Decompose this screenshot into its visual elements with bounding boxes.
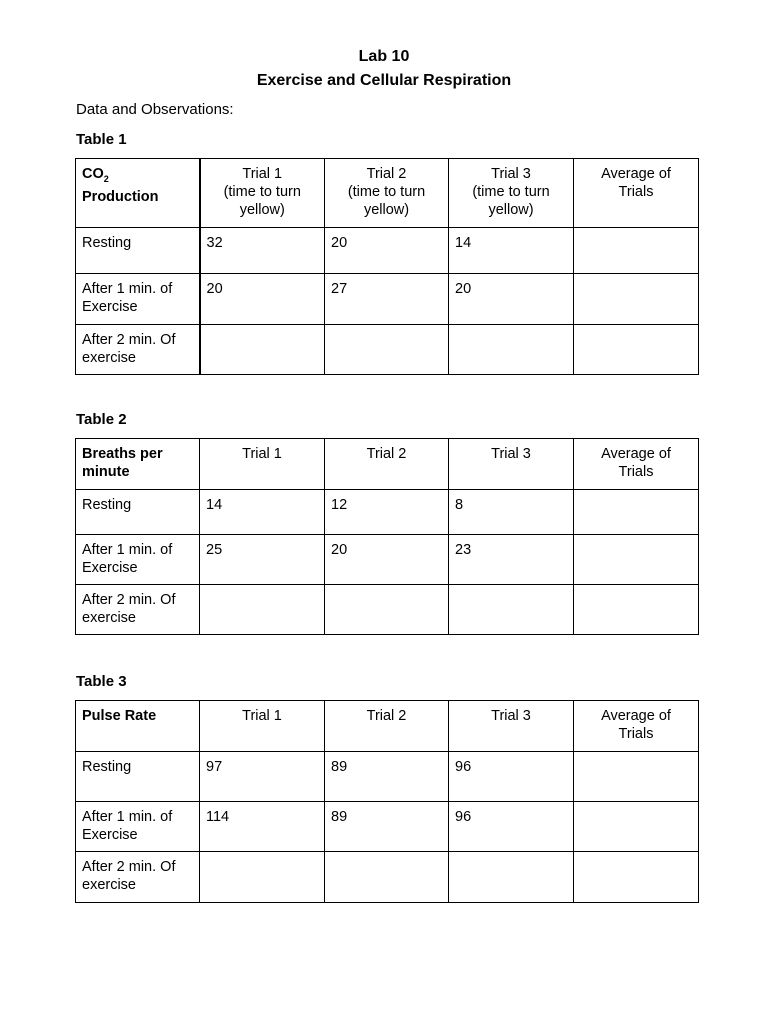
table-cell: 96 <box>449 802 574 852</box>
table2-header-cell: Average of Trials <box>574 439 699 490</box>
table-cell <box>449 852 574 903</box>
row-label: After 1 min. of Exercise <box>76 535 200 585</box>
table3-header-row <box>76 701 699 752</box>
table-cell <box>325 852 449 903</box>
table-cell: 14 <box>449 228 574 274</box>
section-intro: Data and Observations: <box>76 101 234 118</box>
row-label: Resting <box>76 752 200 802</box>
table-cell <box>574 802 699 852</box>
table1-header-cell: Trial 3 (time to turn yellow) <box>449 159 574 228</box>
table-cell: 20 <box>449 274 574 325</box>
row-label: After 2 min. Of exercise <box>76 585 200 635</box>
document-title: Lab 10 <box>358 48 410 65</box>
document-subtitle: Exercise and Cellular Respiration <box>256 72 512 89</box>
row-label: After 1 min. of Exercise <box>76 274 200 325</box>
table1-header-cell: Trial 1 (time to turn yellow) <box>200 159 325 228</box>
table-cell <box>574 585 699 635</box>
table3-header-cell: Trial 2 <box>325 701 449 752</box>
table-cell: 8 <box>449 490 574 535</box>
table-cell <box>325 585 449 635</box>
table-cell: 20 <box>325 228 449 274</box>
row-label: Resting <box>76 490 200 535</box>
table-cell <box>200 325 325 375</box>
table2-header-row <box>76 439 699 490</box>
table-cell <box>574 274 699 325</box>
table-row <box>76 752 699 802</box>
table2-header-cell: Trial 2 <box>325 439 449 490</box>
table-cell <box>574 752 699 802</box>
table-cell <box>200 852 325 903</box>
table-cell: 96 <box>449 752 574 802</box>
table-cell <box>574 228 699 274</box>
table-cell: 20 <box>200 274 325 325</box>
table-cell <box>574 535 699 585</box>
table-cell: 114 <box>200 802 325 852</box>
table1-header-row <box>76 159 699 228</box>
table-cell: 89 <box>325 802 449 852</box>
table-cell <box>574 325 699 375</box>
table1-label: Table 1 <box>76 131 127 148</box>
table-cell: 97 <box>200 752 325 802</box>
table2-header-cell: Breaths per minute <box>76 439 200 490</box>
table-cell <box>449 585 574 635</box>
row-label: After 1 min. of Exercise <box>76 802 200 852</box>
table3-header-cell: Trial 1 <box>200 701 325 752</box>
table-cell: 89 <box>325 752 449 802</box>
table-cell <box>200 585 325 635</box>
table-cell <box>574 852 699 903</box>
row-label: After 2 min. Of exercise <box>76 325 200 375</box>
table-cell: 20 <box>325 535 449 585</box>
table-row <box>76 325 699 375</box>
table-cell: 25 <box>200 535 325 585</box>
table-cell: 27 <box>325 274 449 325</box>
table2-header-cell: Trial 1 <box>200 439 325 490</box>
table-row <box>76 535 699 585</box>
table-row <box>76 274 699 325</box>
table3-header-cell: Average of Trials <box>574 701 699 752</box>
table-row <box>76 585 699 635</box>
table2-label: Table 2 <box>76 411 127 428</box>
row-label: Resting <box>76 228 200 274</box>
table3-header-cell: Trial 3 <box>449 701 574 752</box>
table1-header-cell: Trial 2 (time to turn yellow) <box>325 159 449 228</box>
table-cell <box>325 325 449 375</box>
table-row <box>76 852 699 903</box>
row-label: After 2 min. Of exercise <box>76 852 200 903</box>
table-cell: 12 <box>325 490 449 535</box>
table-row <box>76 490 699 535</box>
table-row <box>76 802 699 852</box>
table-cell: 23 <box>449 535 574 585</box>
table-cell <box>574 490 699 535</box>
table-cell: 32 <box>200 228 325 274</box>
table3-header-cell: Pulse Rate <box>76 701 200 752</box>
table1 <box>75 158 699 375</box>
table-cell <box>449 325 574 375</box>
table3 <box>75 700 699 903</box>
table2-header-cell: Trial 3 <box>449 439 574 490</box>
table1-header-cell: Average of Trials <box>574 159 699 228</box>
table3-label: Table 3 <box>76 673 127 690</box>
table1-header-cell: $CO_2$ Production <box>76 159 200 228</box>
table2 <box>75 438 699 635</box>
table-cell: 14 <box>200 490 325 535</box>
table-row <box>76 228 699 274</box>
